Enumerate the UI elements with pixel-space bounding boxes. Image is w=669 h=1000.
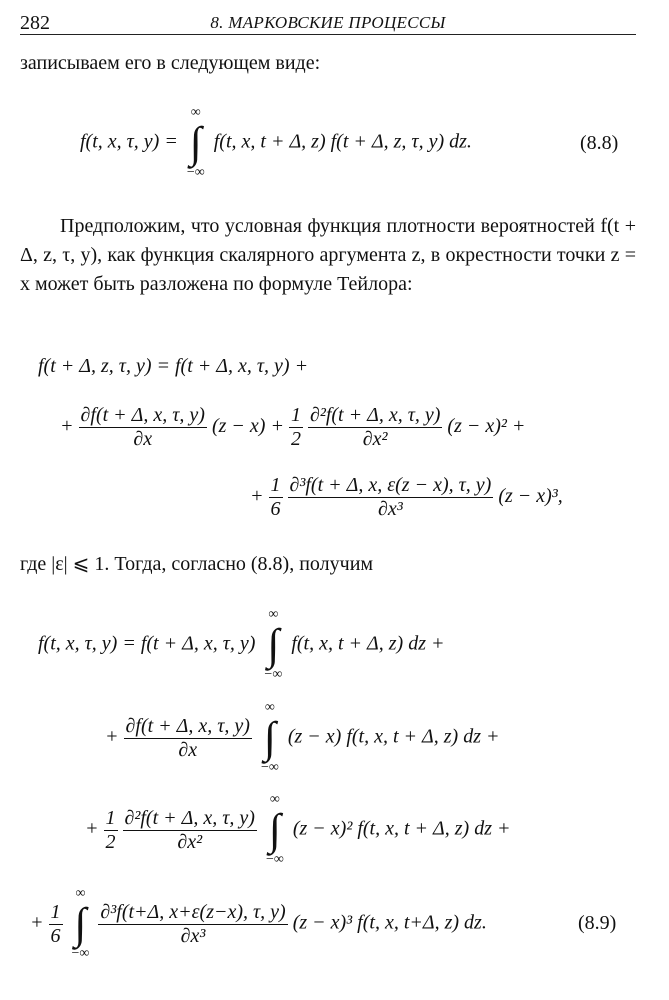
intro-line: записываем его в следующем виде: <box>20 52 321 74</box>
eq88-lhs: f(t, x, τ, y) = <box>80 130 178 153</box>
integral-sign: ∞ ∫ −∞ <box>260 700 279 775</box>
integral-sign: ∞ ∫ −∞ <box>186 105 205 180</box>
eq89-row-4: + $\frac{1}{6}$ ∞ ∫ −∞ $\frac{\text{∂³f(t+Δ, x+ε(z−x), τ, y)}}{\text{∂x³}}$ (z − x)³ f(t, x, t+Δ, z) dz. <box>30 886 487 961</box>
fraction: $\frac{\text{∂²f(t + Δ, x, τ, y)}}{\text{∂x²}}$ <box>309 404 441 450</box>
chapter-title: 8. МАРКОВСКИЕ ПРОЦЕССЫ <box>210 13 446 32</box>
taylor-line-1: f(t + Δ, z, τ, y) = f(t + Δ, x, τ, y) + <box>38 355 309 377</box>
fraction: $\frac{\text{∂³f(t + Δ, x, ε(z − x), τ, y)}}{\text{∂x³}}$ <box>289 474 492 520</box>
where-line: где |ε| ⩽ 1. Тогда, согласно (8.8), получим <box>20 553 374 575</box>
equation-8-8 <box>80 105 472 181</box>
eq88-integrand: f(t, x, t + Δ, z) f(t + Δ, z, τ, y) dz. <box>213 130 472 153</box>
fraction: $\frac{1}{2}$ <box>290 404 301 450</box>
fraction: $\frac{1}{2}$ <box>105 806 116 853</box>
eq89-row-1: f(t, x, τ, y) = f(t + Δ, x, τ, y) ∞ ∫ −∞ f(t, x, t + Δ, z) dz + <box>38 607 445 682</box>
fraction: $\frac{\partial f(t + \Delta, x, \tau, y)}{\partial x}$ <box>80 404 205 450</box>
integral-sign: ∞ ∫ −∞ <box>264 607 283 682</box>
eq89-row-2: + $\frac{\partial f(t + \Delta, x, \tau, y)}{\partial x}$ ∞ ∫ −∞ (z − x) f(t, x, t + Δ, z) dz + <box>105 700 500 775</box>
taylor-line-2: + $\frac{\partial f(t + \Delta, x, \tau, y)}{\partial x}$ (z − x) + $\frac{1}{2}$ $\frac{\text{∂²f(t + Δ, x, τ, y)}}{\text{∂x²}}$ (z − x)² + <box>60 404 526 450</box>
page-number: 282 <box>20 12 50 34</box>
integral-sign: ∞ ∫ −∞ <box>71 886 90 961</box>
fraction: $\frac{\text{∂³f(t+Δ, x+ε(z−x), τ, y)}}{\text{∂x³}}$ <box>100 900 286 947</box>
integral-sign: ∞ ∫ −∞ <box>265 792 284 867</box>
paragraph-taylor: Предположим, что условная функция плотности вероятностей f(t + Δ, z, τ, y), как функция скалярного аргумента z, в окрестности точки z = x может быть разложена по формуле Тейлора: <box>20 215 636 295</box>
taylor-line-3: + $\frac{1}{6}$ $\frac{\text{∂³f(t + Δ, x, ε(z − x), τ, y)}}{\text{∂x³}}$ (z − x)³, <box>250 474 563 520</box>
fraction: $\frac{\partial f(t + \Delta, x, \tau, y)}{\partial x}$ <box>125 714 250 761</box>
equation-number-8-9: (8.9) <box>578 912 617 934</box>
fraction: $\frac{1}{6}$ <box>50 900 61 947</box>
running-header <box>20 10 636 35</box>
equation-number-8-8: (8.8) <box>580 132 619 154</box>
fraction: $\frac{\text{∂²f(t + Δ, x, τ, y)}}{\text{∂x²}}$ <box>124 806 255 853</box>
fraction: $\frac{1}{6}$ <box>270 474 281 520</box>
eq89-row-3: + $\frac{1}{2}$ $\frac{\text{∂²f(t + Δ, x, τ, y)}}{\text{∂x²}}$ ∞ ∫ −∞ (z − x)² f(t, x, t + Δ, z) dz + <box>85 792 511 867</box>
